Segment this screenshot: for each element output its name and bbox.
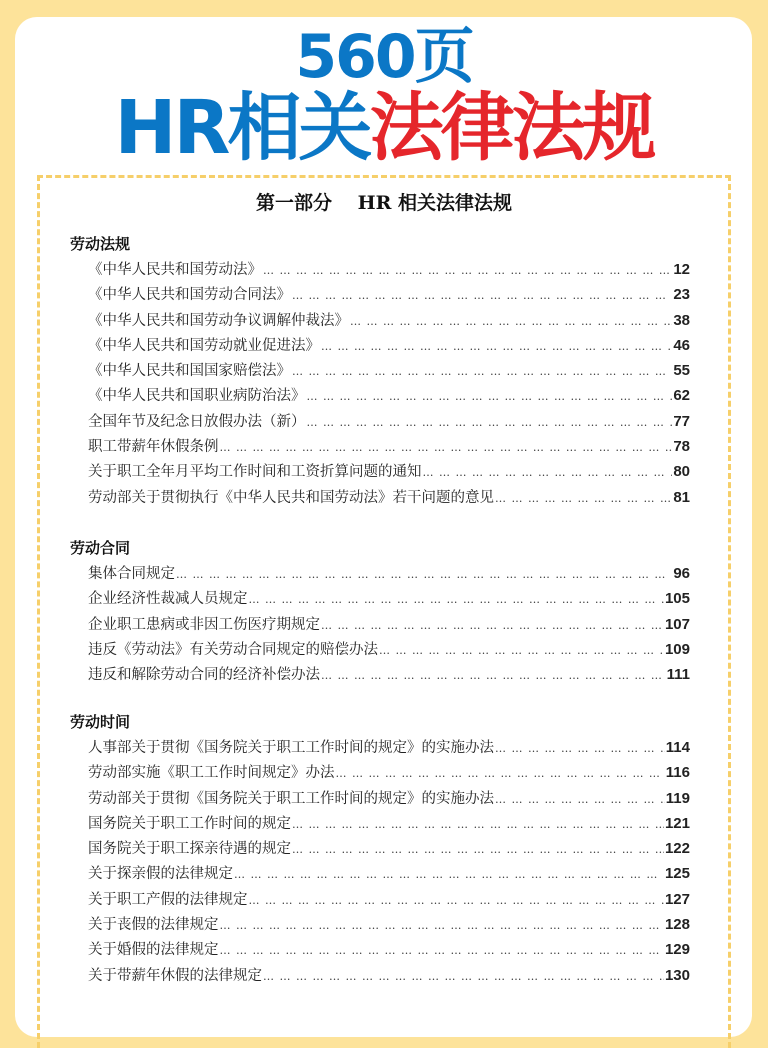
toc-entry[interactable] xyxy=(88,836,690,861)
entry-title: 国务院关于职工工作时间的规定 xyxy=(88,815,291,832)
toc-entry[interactable] xyxy=(88,459,690,484)
entry-title: 《中华人民共和国劳动就业促进法》 xyxy=(88,337,320,354)
dot-leader xyxy=(379,638,664,663)
entry-title: 关于职工全年月平均工作时间和工资折算问题的通知 xyxy=(88,464,422,481)
entry-page: 129 xyxy=(664,941,690,959)
dot-leader xyxy=(495,486,672,511)
title-main xyxy=(0,85,768,171)
toc-entry[interactable] xyxy=(88,811,690,836)
toc-entry[interactable] xyxy=(88,561,690,586)
entry-page: 80 xyxy=(673,463,690,481)
entry-title: 违反和解除劳动合同的经济补偿办法 xyxy=(88,667,320,684)
dot-leader xyxy=(423,460,673,485)
entry-title: 关于职工产假的法律规定 xyxy=(88,891,248,908)
toc-entry[interactable] xyxy=(88,735,690,760)
entry-title: 全国年节及纪念日放假办法（新） xyxy=(88,413,306,430)
entry-page: 128 xyxy=(664,916,690,934)
title-hr: HR相关 xyxy=(114,85,370,171)
dot-leader xyxy=(263,964,664,989)
entry-page: 55 xyxy=(673,362,690,380)
entry-page: 12 xyxy=(673,261,690,278)
entry-page: 38 xyxy=(673,311,690,329)
dot-leader xyxy=(495,787,665,812)
entry-title: 企业经济性裁减人员规定 xyxy=(88,591,248,608)
entry-page: 77 xyxy=(673,412,690,430)
entry-page: 107 xyxy=(664,615,690,633)
entry-title: 关于丧假的法律规定 xyxy=(88,917,219,934)
entry-title: 《中华人民共和国劳动法》 xyxy=(88,262,262,278)
toc-entry[interactable] xyxy=(88,760,690,785)
dot-leader xyxy=(292,812,664,837)
toc-entry[interactable] xyxy=(88,912,690,937)
entry-page: 81 xyxy=(673,488,690,506)
entry-page: 78 xyxy=(673,438,690,456)
entry-title: 《中华人民共和国国家赔偿法》 xyxy=(88,363,291,380)
entry-page: 130 xyxy=(664,966,690,984)
entry-title: 《中华人民共和国职业病防治法》 xyxy=(88,388,306,405)
entry-title: 关于带薪年休假的法律规定 xyxy=(88,967,262,984)
entry-page: 62 xyxy=(673,387,690,405)
entry-page: 116 xyxy=(665,764,690,782)
entry-page: 127 xyxy=(664,890,690,908)
entry-title: 《中华人民共和国劳动争议调解仲裁法》 xyxy=(88,312,349,329)
dot-leader xyxy=(176,562,672,587)
toc-entry[interactable] xyxy=(88,662,690,687)
toc-entry[interactable] xyxy=(88,786,690,811)
dot-leader xyxy=(321,663,666,688)
toc-entry[interactable] xyxy=(88,586,690,611)
entry-page: 105 xyxy=(664,590,690,608)
toc-entry[interactable] xyxy=(88,887,690,912)
entry-title: 企业职工患病或非因工伤医疗期规定 xyxy=(88,616,320,633)
entry-title: 关于婚假的法律规定 xyxy=(88,942,219,959)
entry-page: 111 xyxy=(666,666,690,684)
dot-leader xyxy=(220,913,664,938)
entry-title: 劳动部关于贯彻执行《中华人民共和国劳动法》若干问题的意见 xyxy=(88,489,494,506)
entry-title: 关于探亲假的法律规定 xyxy=(88,866,233,883)
part-title: 第一部分 HR 相关法律法规 xyxy=(256,192,512,214)
toc-entry[interactable] xyxy=(88,257,690,282)
toc-section xyxy=(70,536,690,687)
toc-entry[interactable] xyxy=(88,637,690,662)
entry-page: 121 xyxy=(664,814,690,832)
dot-leader xyxy=(292,359,672,384)
section-heading: 劳动法规 xyxy=(70,235,131,253)
dot-leader xyxy=(336,761,665,786)
dot-leader xyxy=(292,837,664,862)
entry-title: 职工带薪年休假条例 xyxy=(88,439,219,456)
section-heading: 劳动合同 xyxy=(70,539,131,557)
dot-leader xyxy=(220,938,664,963)
toc-entry[interactable] xyxy=(88,383,690,408)
entry-title: 违反《劳动法》有关劳动合同规定的赔偿办法 xyxy=(88,641,378,658)
dot-leader xyxy=(220,435,673,460)
entry-title: 集体合同规定 xyxy=(88,566,175,582)
section-heading: 劳动时间 xyxy=(70,713,131,731)
dot-leader xyxy=(234,862,664,887)
dot-leader xyxy=(249,587,664,612)
entry-page: 125 xyxy=(664,865,690,883)
entry-page: 122 xyxy=(664,840,690,858)
entry-title: 劳动部关于贯彻《国务院关于职工工作时间的规定》的实施办法 xyxy=(88,790,494,807)
toc-entry[interactable] xyxy=(88,937,690,962)
toc-entry[interactable] xyxy=(88,963,690,988)
dot-leader xyxy=(321,613,664,638)
dot-leader xyxy=(249,888,664,913)
entry-title: 劳动部实施《职工工作时间规定》办法 xyxy=(88,765,335,782)
toc-section xyxy=(70,710,690,988)
entry-page: 109 xyxy=(664,640,690,658)
dot-leader xyxy=(292,283,672,308)
title-pages: 560页 xyxy=(295,22,473,92)
entry-title: 《中华人民共和国劳动合同法》 xyxy=(88,287,291,304)
toc-entry[interactable] xyxy=(88,333,690,358)
dot-leader xyxy=(321,334,672,359)
entry-page: 23 xyxy=(673,286,690,304)
entry-page: 119 xyxy=(665,789,690,807)
entry-title: 国务院关于职工探亲待遇的规定 xyxy=(88,841,291,858)
dot-leader xyxy=(307,410,673,435)
toc-entry[interactable] xyxy=(88,308,690,333)
entry-page: 46 xyxy=(673,336,690,354)
dot-leader xyxy=(307,384,673,409)
dot-leader xyxy=(350,309,672,334)
dot-leader xyxy=(263,258,672,283)
toc-entry[interactable] xyxy=(88,282,690,307)
entry-title: 人事部关于贯彻《国务院关于职工工作时间的规定》的实施办法 xyxy=(88,740,494,756)
toc-entry[interactable] xyxy=(88,485,690,510)
toc-entry[interactable] xyxy=(88,612,690,637)
toc-entry[interactable] xyxy=(88,358,690,383)
entry-page: 114 xyxy=(665,739,690,756)
dot-leader xyxy=(495,736,665,761)
entry-page: 96 xyxy=(673,565,690,582)
toc-entry[interactable] xyxy=(88,434,690,459)
toc-entry[interactable] xyxy=(88,409,690,434)
toc-entry[interactable] xyxy=(88,861,690,886)
title-laws: 法律法规 xyxy=(369,85,654,171)
toc-section xyxy=(70,232,690,510)
